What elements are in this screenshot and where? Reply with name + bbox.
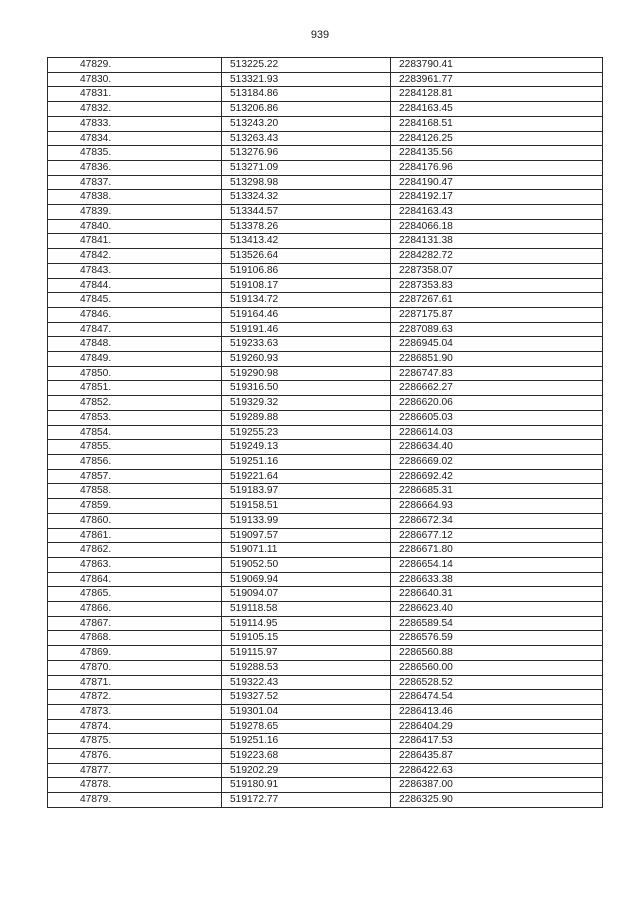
y-coordinate-cell: 2286685.31 xyxy=(391,484,603,499)
x-coordinate-cell: 513225.22 xyxy=(222,58,391,73)
point-number-cell: 47863. xyxy=(48,557,222,572)
x-coordinate-cell: 513276.96 xyxy=(222,146,391,161)
table-row xyxy=(48,249,603,264)
point-number-cell: 47861. xyxy=(48,528,222,543)
point-number-cell: 47870. xyxy=(48,660,222,675)
y-coordinate-cell: 2284176.96 xyxy=(391,160,603,175)
y-coordinate-cell: 2286747.83 xyxy=(391,366,603,381)
page-number: 939 xyxy=(310,29,330,41)
point-number-cell: 47860. xyxy=(48,513,222,528)
point-number-cell: 47847. xyxy=(48,322,222,337)
x-coordinate-cell: 519327.52 xyxy=(222,690,391,705)
point-number-cell: 47845. xyxy=(48,293,222,308)
point-number-cell: 47862. xyxy=(48,543,222,558)
table-row xyxy=(48,352,603,367)
table-row xyxy=(48,631,603,646)
x-coordinate-cell: 519301.04 xyxy=(222,704,391,719)
x-coordinate-cell: 519180.91 xyxy=(222,778,391,793)
y-coordinate-cell: 2286474.54 xyxy=(391,690,603,705)
point-number-cell: 47877. xyxy=(48,763,222,778)
table-row xyxy=(48,690,603,705)
x-coordinate-cell: 519133.99 xyxy=(222,513,391,528)
x-coordinate-cell: 519290.98 xyxy=(222,366,391,381)
x-coordinate-cell: 513526.64 xyxy=(222,249,391,264)
y-coordinate-cell: 2286417.53 xyxy=(391,734,603,749)
y-coordinate-cell: 2283961.77 xyxy=(391,72,603,87)
table-row xyxy=(48,278,603,293)
y-coordinate-cell: 2286692.42 xyxy=(391,469,603,484)
y-coordinate-cell: 2286387.00 xyxy=(391,778,603,793)
x-coordinate-cell: 519322.43 xyxy=(222,675,391,690)
y-coordinate-cell: 2284131.38 xyxy=(391,234,603,249)
x-coordinate-cell: 519288.53 xyxy=(222,660,391,675)
point-number-cell: 47878. xyxy=(48,778,222,793)
point-number-cell: 47840. xyxy=(48,219,222,234)
point-number-cell: 47850. xyxy=(48,366,222,381)
y-coordinate-cell: 2287358.07 xyxy=(391,263,603,278)
table-row xyxy=(48,749,603,764)
table-row xyxy=(48,87,603,102)
table-row xyxy=(48,410,603,425)
table-row xyxy=(48,778,603,793)
x-coordinate-cell: 519097.57 xyxy=(222,528,391,543)
y-coordinate-cell: 2284126.25 xyxy=(391,131,603,146)
table-row xyxy=(48,366,603,381)
point-number-cell: 47843. xyxy=(48,263,222,278)
point-number-cell: 47838. xyxy=(48,190,222,205)
y-coordinate-cell: 2286672.34 xyxy=(391,513,603,528)
x-coordinate-cell: 513324.32 xyxy=(222,190,391,205)
y-coordinate-cell: 2286669.02 xyxy=(391,454,603,469)
table-row xyxy=(48,205,603,220)
y-coordinate-cell: 2287089.63 xyxy=(391,322,603,337)
table-row xyxy=(48,307,603,322)
y-coordinate-cell: 2283790.41 xyxy=(391,58,603,73)
point-number-cell: 47858. xyxy=(48,484,222,499)
table-row xyxy=(48,572,603,587)
y-coordinate-cell: 2284190.47 xyxy=(391,175,603,190)
x-coordinate-cell: 519191.46 xyxy=(222,322,391,337)
point-number-cell: 47857. xyxy=(48,469,222,484)
x-coordinate-cell: 519114.95 xyxy=(222,616,391,631)
table-row xyxy=(48,675,603,690)
x-coordinate-cell: 519164.46 xyxy=(222,307,391,322)
y-coordinate-cell: 2286620.06 xyxy=(391,396,603,411)
table-row xyxy=(48,219,603,234)
point-number-cell: 47859. xyxy=(48,499,222,514)
point-number-cell: 47867. xyxy=(48,616,222,631)
y-coordinate-cell: 2286614.03 xyxy=(391,425,603,440)
y-coordinate-cell: 2286528.52 xyxy=(391,675,603,690)
table-row xyxy=(48,528,603,543)
table-row xyxy=(48,793,603,808)
point-number-cell: 47848. xyxy=(48,337,222,352)
table-row xyxy=(48,322,603,337)
x-coordinate-cell: 519221.64 xyxy=(222,469,391,484)
coordinates-table-body xyxy=(48,58,603,808)
y-coordinate-cell: 2286576.59 xyxy=(391,631,603,646)
table-row xyxy=(48,337,603,352)
x-coordinate-cell: 519094.07 xyxy=(222,587,391,602)
table-row xyxy=(48,543,603,558)
x-coordinate-cell: 513298.98 xyxy=(222,175,391,190)
table-row xyxy=(48,763,603,778)
x-coordinate-cell: 519329.32 xyxy=(222,396,391,411)
table-row xyxy=(48,440,603,455)
table-row xyxy=(48,58,603,73)
y-coordinate-cell: 2284163.43 xyxy=(391,205,603,220)
y-coordinate-cell: 2284163.45 xyxy=(391,102,603,117)
x-coordinate-cell: 519278.65 xyxy=(222,719,391,734)
table-row xyxy=(48,190,603,205)
x-coordinate-cell: 519105.15 xyxy=(222,631,391,646)
x-coordinate-cell: 513243.20 xyxy=(222,116,391,131)
y-coordinate-cell: 2287175.87 xyxy=(391,307,603,322)
x-coordinate-cell: 519134.72 xyxy=(222,293,391,308)
point-number-cell: 47854. xyxy=(48,425,222,440)
table-row xyxy=(48,381,603,396)
table-row xyxy=(48,146,603,161)
x-coordinate-cell: 519316.50 xyxy=(222,381,391,396)
y-coordinate-cell: 2284192.17 xyxy=(391,190,603,205)
x-coordinate-cell: 519172.77 xyxy=(222,793,391,808)
point-number-cell: 47833. xyxy=(48,116,222,131)
x-coordinate-cell: 513321.93 xyxy=(222,72,391,87)
point-number-cell: 47829. xyxy=(48,58,222,73)
table-row xyxy=(48,234,603,249)
y-coordinate-cell: 2287353.83 xyxy=(391,278,603,293)
y-coordinate-cell: 2286640.31 xyxy=(391,587,603,602)
x-coordinate-cell: 519052.50 xyxy=(222,557,391,572)
point-number-cell: 47844. xyxy=(48,278,222,293)
point-number-cell: 47837. xyxy=(48,175,222,190)
point-number-cell: 47868. xyxy=(48,631,222,646)
point-number-cell: 47856. xyxy=(48,454,222,469)
point-number-cell: 47873. xyxy=(48,704,222,719)
table-row xyxy=(48,646,603,661)
y-coordinate-cell: 2286589.54 xyxy=(391,616,603,631)
point-number-cell: 47831. xyxy=(48,87,222,102)
y-coordinate-cell: 2286654.14 xyxy=(391,557,603,572)
x-coordinate-cell: 513184.86 xyxy=(222,87,391,102)
y-coordinate-cell: 2286664.93 xyxy=(391,499,603,514)
x-coordinate-cell: 513206.86 xyxy=(222,102,391,117)
x-coordinate-cell: 519251.16 xyxy=(222,734,391,749)
point-number-cell: 47834. xyxy=(48,131,222,146)
table-row xyxy=(48,616,603,631)
table-row xyxy=(48,734,603,749)
point-number-cell: 47851. xyxy=(48,381,222,396)
x-coordinate-cell: 519260.93 xyxy=(222,352,391,367)
x-coordinate-cell: 519115.97 xyxy=(222,646,391,661)
y-coordinate-cell: 2284128.81 xyxy=(391,87,603,102)
point-number-cell: 47864. xyxy=(48,572,222,587)
y-coordinate-cell: 2286605.03 xyxy=(391,410,603,425)
table-row xyxy=(48,587,603,602)
x-coordinate-cell: 513271.09 xyxy=(222,160,391,175)
x-coordinate-cell: 519289.88 xyxy=(222,410,391,425)
y-coordinate-cell: 2284066.18 xyxy=(391,219,603,234)
point-number-cell: 47849. xyxy=(48,352,222,367)
y-coordinate-cell: 2284282.72 xyxy=(391,249,603,264)
point-number-cell: 47869. xyxy=(48,646,222,661)
x-coordinate-cell: 519183.97 xyxy=(222,484,391,499)
x-coordinate-cell: 519223.68 xyxy=(222,749,391,764)
y-coordinate-cell: 2286677.12 xyxy=(391,528,603,543)
x-coordinate-cell: 513413.42 xyxy=(222,234,391,249)
x-coordinate-cell: 519118.58 xyxy=(222,602,391,617)
y-coordinate-cell: 2286560.00 xyxy=(391,660,603,675)
point-number-cell: 47879. xyxy=(48,793,222,808)
point-number-cell: 47872. xyxy=(48,690,222,705)
y-coordinate-cell: 2287267.61 xyxy=(391,293,603,308)
table-row xyxy=(48,660,603,675)
point-number-cell: 47839. xyxy=(48,205,222,220)
x-coordinate-cell: 519255.23 xyxy=(222,425,391,440)
y-coordinate-cell: 2286623.40 xyxy=(391,602,603,617)
table-row xyxy=(48,293,603,308)
point-number-cell: 47853. xyxy=(48,410,222,425)
table-row xyxy=(48,160,603,175)
point-number-cell: 47846. xyxy=(48,307,222,322)
point-number-cell: 47852. xyxy=(48,396,222,411)
table-row xyxy=(48,469,603,484)
point-number-cell: 47836. xyxy=(48,160,222,175)
y-coordinate-cell: 2286404.29 xyxy=(391,719,603,734)
point-number-cell: 47871. xyxy=(48,675,222,690)
x-coordinate-cell: 513378.26 xyxy=(222,219,391,234)
table-row xyxy=(48,602,603,617)
x-coordinate-cell: 513263.43 xyxy=(222,131,391,146)
y-coordinate-cell: 2284135.56 xyxy=(391,146,603,161)
table-row xyxy=(48,131,603,146)
x-coordinate-cell: 519106.86 xyxy=(222,263,391,278)
table-row xyxy=(48,484,603,499)
point-number-cell: 47830. xyxy=(48,72,222,87)
x-coordinate-cell: 519069.94 xyxy=(222,572,391,587)
table-row xyxy=(48,454,603,469)
y-coordinate-cell: 2286634.40 xyxy=(391,440,603,455)
point-number-cell: 47866. xyxy=(48,602,222,617)
y-coordinate-cell: 2286633.38 xyxy=(391,572,603,587)
table-row xyxy=(48,704,603,719)
point-number-cell: 47855. xyxy=(48,440,222,455)
x-coordinate-cell: 519251.16 xyxy=(222,454,391,469)
y-coordinate-cell: 2286851.90 xyxy=(391,352,603,367)
x-coordinate-cell: 519202.29 xyxy=(222,763,391,778)
table-row xyxy=(48,499,603,514)
point-number-cell: 47875. xyxy=(48,734,222,749)
x-coordinate-cell: 519158.51 xyxy=(222,499,391,514)
table-row xyxy=(48,425,603,440)
x-coordinate-cell: 519249.13 xyxy=(222,440,391,455)
y-coordinate-cell: 2286945.04 xyxy=(391,337,603,352)
table-row xyxy=(48,263,603,278)
table-row xyxy=(48,557,603,572)
table-row xyxy=(48,719,603,734)
point-number-cell: 47841. xyxy=(48,234,222,249)
y-coordinate-cell: 2286422.63 xyxy=(391,763,603,778)
x-coordinate-cell: 519233.63 xyxy=(222,337,391,352)
point-number-cell: 47842. xyxy=(48,249,222,264)
point-number-cell: 47832. xyxy=(48,102,222,117)
point-number-cell: 47865. xyxy=(48,587,222,602)
y-coordinate-cell: 2284168.51 xyxy=(391,116,603,131)
table-row xyxy=(48,513,603,528)
table-row xyxy=(48,396,603,411)
point-number-cell: 47874. xyxy=(48,719,222,734)
table-row xyxy=(48,175,603,190)
point-number-cell: 47835. xyxy=(48,146,222,161)
table-row xyxy=(48,116,603,131)
y-coordinate-cell: 2286435.87 xyxy=(391,749,603,764)
x-coordinate-cell: 513344.57 xyxy=(222,205,391,220)
y-coordinate-cell: 2286662.27 xyxy=(391,381,603,396)
y-coordinate-cell: 2286671.80 xyxy=(391,543,603,558)
point-number-cell: 47876. xyxy=(48,749,222,764)
coordinates-table xyxy=(47,57,603,808)
y-coordinate-cell: 2286560.88 xyxy=(391,646,603,661)
y-coordinate-cell: 2286325.90 xyxy=(391,793,603,808)
x-coordinate-cell: 519108.17 xyxy=(222,278,391,293)
table-row xyxy=(48,72,603,87)
table-row xyxy=(48,102,603,117)
x-coordinate-cell: 519071.11 xyxy=(222,543,391,558)
y-coordinate-cell: 2286413.46 xyxy=(391,704,603,719)
